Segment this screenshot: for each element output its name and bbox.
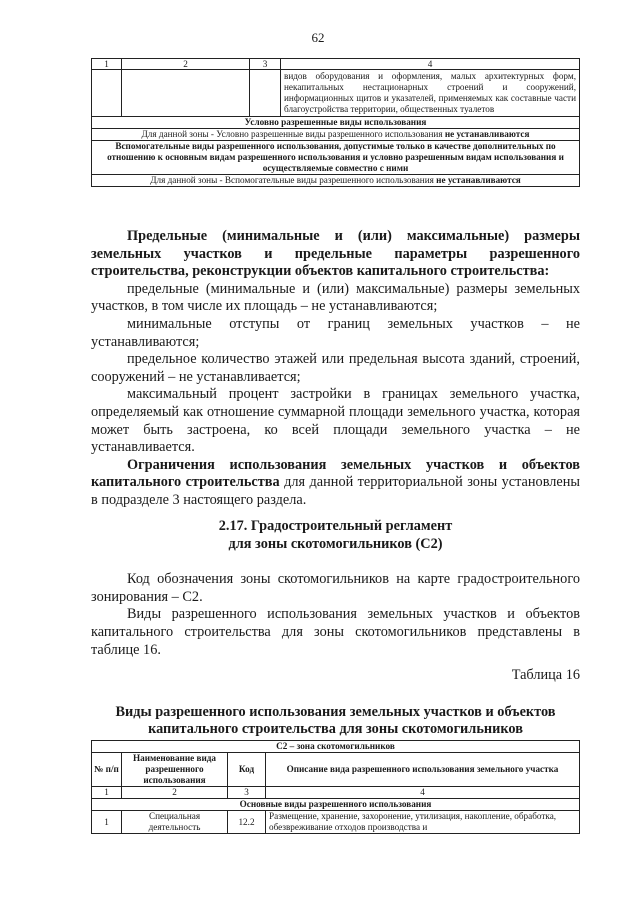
page-number: 62 [311,30,325,45]
column-numbers-row [92,59,580,70]
table-title: Виды разрешенного использования земельных участков и объектов [115,703,556,720]
zone-title-row [92,741,580,753]
row-name: Специальная деятельность [122,811,228,834]
header-num: № п/п [92,753,122,787]
col-number: 3 [250,59,281,70]
col-number: 1 [92,59,122,70]
limits-section [91,228,580,510]
column-numbers-row [92,787,580,799]
table-continued [91,58,580,187]
col-number: 2 [122,59,250,70]
auxiliary-note: Для данной зоны - Вспомогательные виды разрешенного использования не устанавливаются [92,175,580,187]
auxiliary-note-row [92,175,580,187]
row-code: 12.2 [228,811,266,834]
header-code: Код [228,753,266,787]
limits-paragraph: минимальные отступы от границ земельных участков – не устанавливаются; [91,315,580,350]
col-number: 1 [92,787,122,799]
main-header-row [92,799,580,811]
header-row [92,753,580,787]
header-desc: Описание вида разрешенного использования земельного участка [266,753,580,787]
section-paragraph: Код обозначения зоны скотомогильников на карте градостроительного зонирования – С2. [91,571,580,605]
col-number: 4 [281,59,580,70]
section-paragraph: Виды разрешенного использования земельных участков и объектов капитального строительства для зоны скотомогильников представлены в таблице 16. [91,606,580,658]
header-name: Наименование вида разрешенного использования [122,753,228,787]
main-header: Основные виды разрешенного использования [92,799,580,811]
zone-title: С2 – зона скотомогильников [92,741,580,753]
restrictions-paragraph: Ограничения использования земельных участков и объектов капитального строительства для данной территориальной зоны установлены в подразделе 3 настоящего раздела. [91,456,580,508]
limits-paragraph: предельные (минимальные и (или) максимальные) размеры земельных участков, в том числе их площадь – не устанавливаются; [91,280,580,315]
table-label: Таблица 16 [511,667,580,684]
section-title: для зоны скотомогильников (С2) [228,535,443,552]
conditional-note-row [92,129,580,141]
continued-description: видов оборудования и оформления, малых архитектурных форм, некапитальных нестационарных строений и сооружений, информационных щитов и указателей, применяемых как составные части благоустройства территории, общественных туалетов [281,70,580,117]
conditional-note: Для данной зоны - Условно разрешенные виды разрешенного использования не устанавливаются [92,129,580,141]
limits-heading: Предельные (минимальные и (или) максимальные) размеры земельных участков и предельные параметры разрешенного строительства, реконструкции объектов капитального строительства: [91,228,580,280]
table-title: капитального строительства для зоны скотомогильников [148,721,523,738]
col-number: 3 [228,787,266,799]
limits-paragraph: максимальный процент застройки в границах земельного участка, определяемый как отношение суммарной площади земельного участка, которая может быть застроена, ко всей площади земельного участка – не устанавливается. [91,386,580,456]
row-num: 1 [92,811,122,834]
section-title: 2.17. Градостроительный регламент [218,518,453,534]
col-number: 2 [122,787,228,799]
auxiliary-header-row [92,141,580,175]
col-number: 4 [266,787,580,799]
limits-paragraph: предельное количество этажей или предельная высота зданий, строений, сооружений – не устанавливается; [91,351,580,385]
conditional-header-row [92,117,580,129]
table-16 [91,740,580,834]
table-row [92,811,580,834]
section-217 [91,518,580,739]
row-desc: Размещение, хранение, захоронение, утилизация, накопление, обработка, обезвреживание отходов производства и [266,811,580,834]
conditional-header: Условно разрешенные виды использования [92,117,580,129]
auxiliary-header: Вспомогательные виды разрешенного использования, допустимые только в качестве дополнительных по отношению к основным видам разрешенного использования и условно разрешенным видам использования и осуществляемые совместно с ними [92,141,580,175]
table-row [92,70,580,117]
